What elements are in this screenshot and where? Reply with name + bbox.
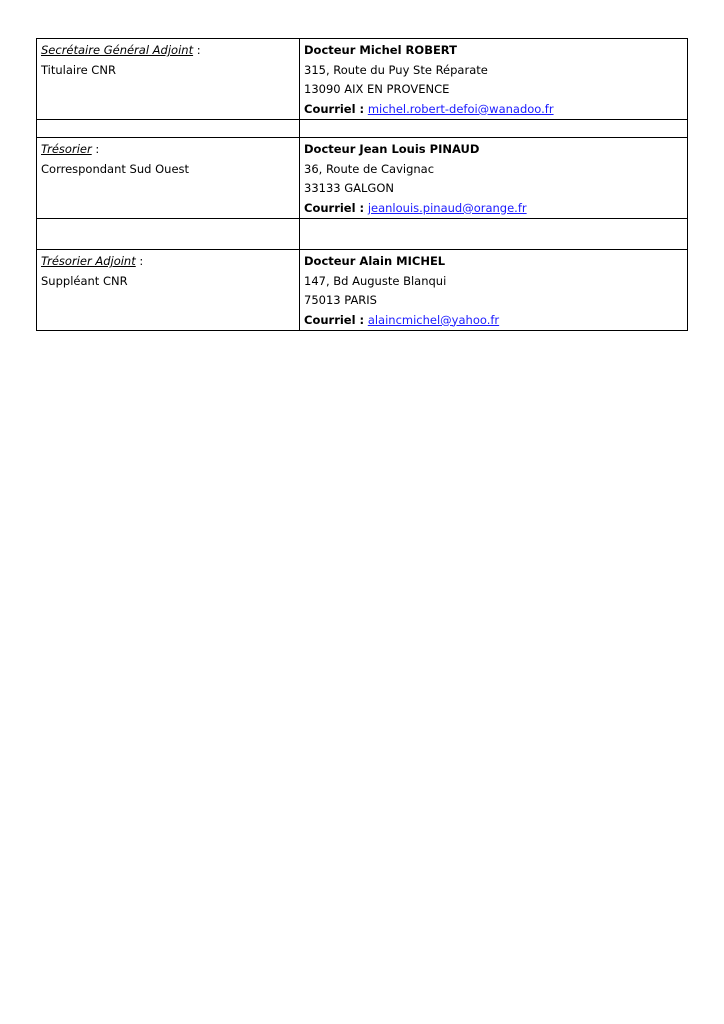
empty-cell [300,120,688,138]
role-heading [41,140,295,160]
contact-cell [300,39,688,120]
role-cell [37,138,300,219]
role-suffix: : [91,142,100,156]
address-line: 36, Route de Cavignac [304,161,435,176]
empty-cell [37,219,300,250]
contact-name: Docteur Jean Louis PINAUD [304,142,480,156]
table-row [37,39,688,120]
table-row [37,138,688,219]
address-line: 315, Route du Puy Ste Réparate [304,62,488,77]
role-suffix: : [193,43,201,57]
contact-name: Docteur Alain MICHEL [304,254,446,268]
spacer-row [37,120,688,138]
role-title: Trésorier [41,142,92,156]
city-line: 33133 GALGON [304,181,394,195]
contact-name: Docteur Michel ROBERT [304,43,457,57]
email-line [304,199,683,219]
contact-cell [300,138,688,219]
role-cell [37,250,300,331]
email-line [304,311,683,331]
empty-cell [300,219,688,250]
role-heading [41,41,295,61]
empty-cell [37,120,300,138]
role-cell [37,39,300,120]
email-line [304,100,683,120]
city-line: 13090 AIX EN PROVENCE [304,82,450,96]
email-link[interactable]: alaincmichel@yahoo.fr [367,312,500,327]
role-title: Secrétaire Général Adjoint [41,43,194,57]
role-title: Trésorier Adjoint [41,254,136,268]
table-row [37,250,688,331]
email-link[interactable]: michel.robert-defoi@wanadoo.fr [367,101,554,116]
email-link[interactable]: jeanlouis.pinaud@orange.fr [367,200,527,215]
email-label: Courriel : [304,312,365,327]
contacts-table [36,38,688,331]
role-suffix: : [135,254,144,268]
contact-cell [300,250,688,331]
city-line: 75013 PARIS [304,293,377,307]
role-subtitle: Suppléant CNR [41,273,128,288]
email-label: Courriel : [304,200,365,215]
spacer-row [37,219,688,250]
address-line: 147, Bd Auguste Blanqui [304,273,447,288]
role-heading [41,252,295,272]
role-subtitle: Titulaire CNR [41,62,116,77]
email-label: Courriel : [304,101,365,116]
role-subtitle: Correspondant Sud Ouest [41,161,190,176]
